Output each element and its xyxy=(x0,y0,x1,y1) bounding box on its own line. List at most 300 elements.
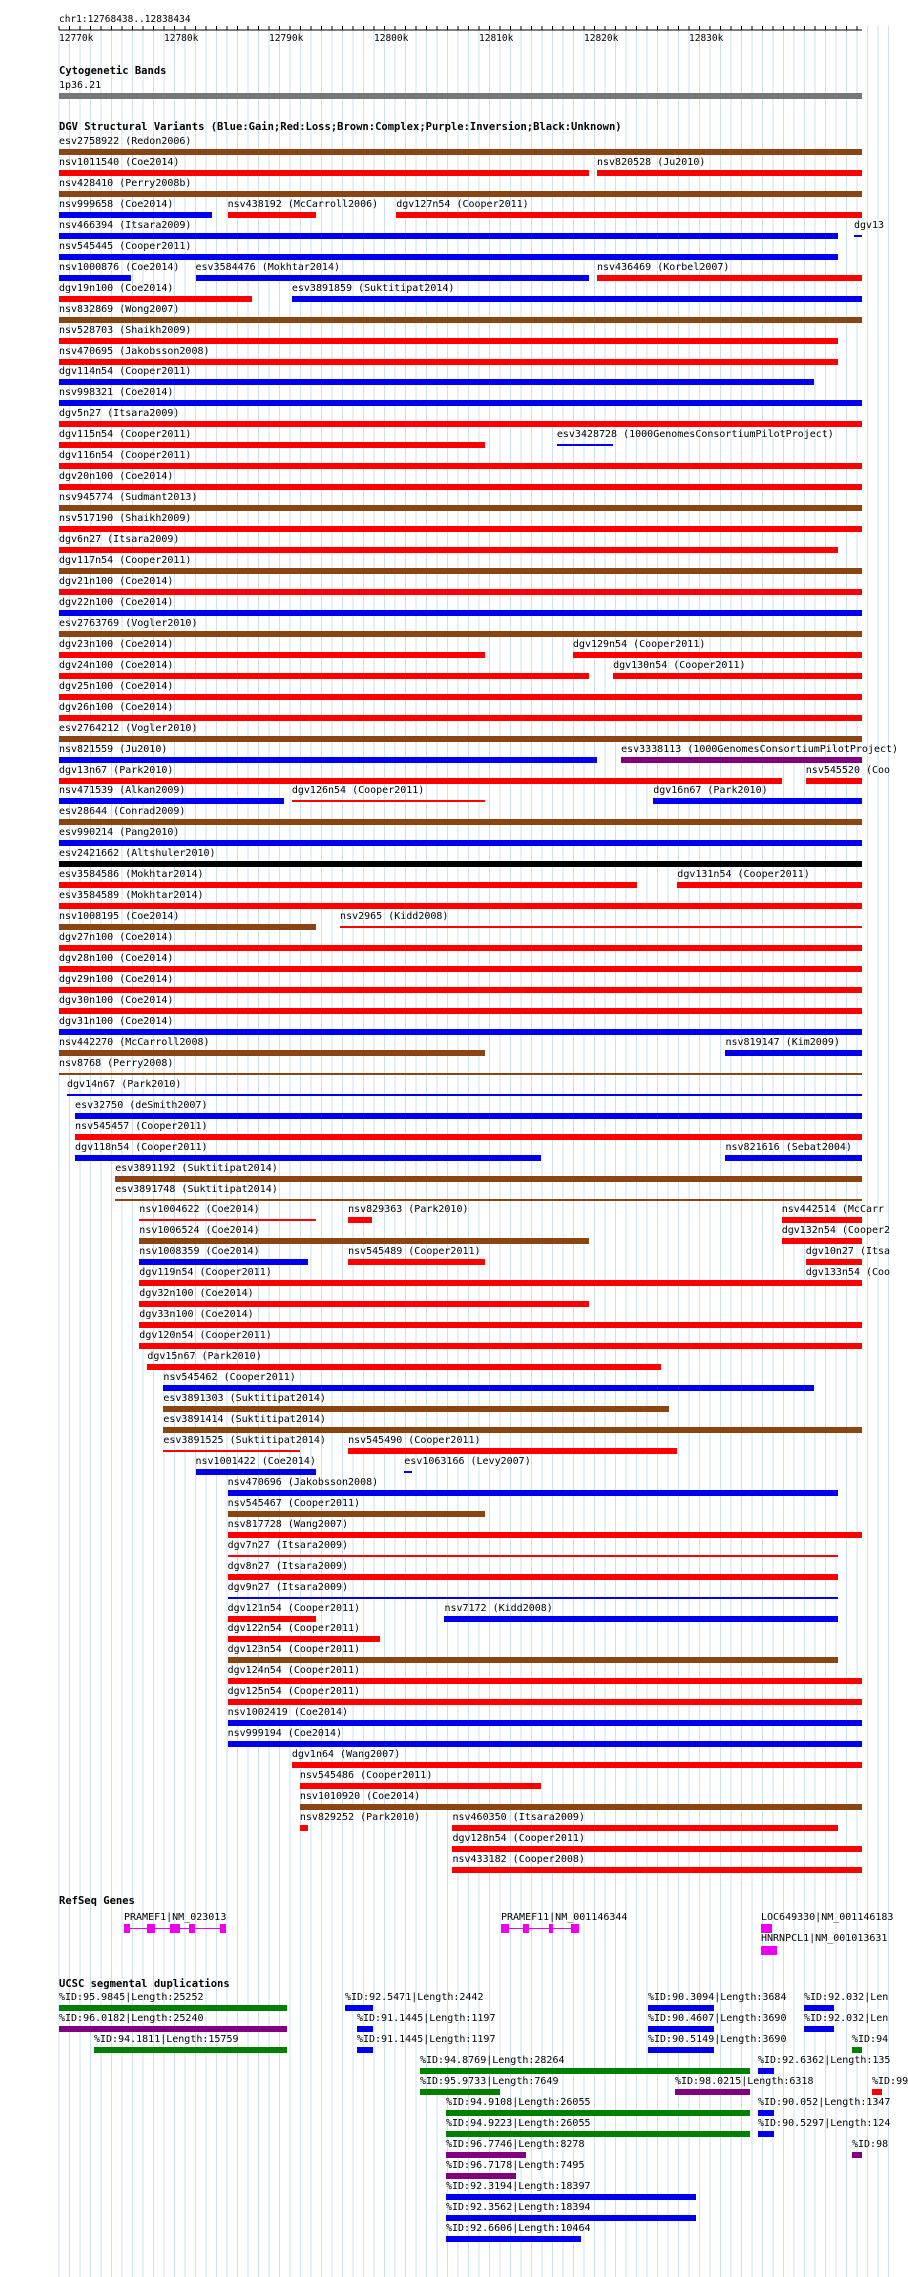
segdup-bar[interactable] xyxy=(758,2110,774,2116)
sv-bar[interactable] xyxy=(59,882,637,888)
sv-bar[interactable] xyxy=(452,1846,862,1852)
sv-label: nsv1006524 (Coe2014) xyxy=(139,1225,260,1237)
sv-label: nsv819147 (Kim2009) xyxy=(725,1036,840,1048)
sv-bar[interactable] xyxy=(139,1259,308,1265)
segdup-bar[interactable] xyxy=(872,2089,882,2095)
sv-label: esv3891192 (Suktitipat2014) xyxy=(115,1162,278,1174)
sv-label: dgv129n54 (Cooper2011) xyxy=(572,638,706,650)
gene-exon[interactable] xyxy=(761,1924,772,1933)
sv-bar[interactable] xyxy=(59,945,862,951)
sv-label: nsv1000876 (Coe2014) xyxy=(59,261,180,273)
sv-label: dgv32n100 (Coe2014) xyxy=(139,1288,254,1300)
sv-bar[interactable] xyxy=(228,1511,485,1517)
sv-bar[interactable] xyxy=(725,1050,862,1056)
sv-label: dgv121n54 (Cooper2011) xyxy=(227,1602,361,1614)
sv-label: dgv131n54 (Cooper2011) xyxy=(677,869,810,881)
sv-bar[interactable] xyxy=(59,233,838,239)
sv-label: dgv20n100 (Coe2014) xyxy=(59,471,174,483)
segdup-bar[interactable] xyxy=(446,2152,526,2158)
segdup-label: %ID:91.1445|Length:1197 xyxy=(357,2013,496,2024)
sv-label: dgv123n54 (Cooper2011) xyxy=(227,1644,361,1656)
gene-exon[interactable] xyxy=(147,1924,155,1933)
sv-bar[interactable] xyxy=(228,1720,862,1726)
sv-label: dgv133n54 (Coo xyxy=(805,1267,891,1279)
sv-label: nsv442270 (McCarroll2008) xyxy=(59,1036,210,1048)
sv-label: dgv5n27 (Itsara2009) xyxy=(59,408,180,420)
gene-exon[interactable] xyxy=(124,1924,130,1933)
sv-bar[interactable] xyxy=(59,400,862,406)
sv-bar[interactable] xyxy=(59,1008,862,1014)
sv-label: dgv127n54 (Cooper2011) xyxy=(396,198,529,210)
sv-bar[interactable] xyxy=(59,547,838,553)
sv-label: nsv466394 (Itsara2009) xyxy=(59,219,192,231)
gene-exon[interactable] xyxy=(189,1924,195,1933)
sv-label: nsv7172 (Kidd2008) xyxy=(444,1602,553,1614)
sv-bar[interactable] xyxy=(300,1825,308,1831)
sv-bar[interactable] xyxy=(75,1113,862,1119)
sv-bar[interactable] xyxy=(67,1094,862,1096)
sv-bar[interactable] xyxy=(228,1699,862,1705)
sv-bar[interactable] xyxy=(348,1217,372,1223)
sv-label: dgv15n67 (Park2010) xyxy=(147,1351,262,1363)
sv-bar[interactable] xyxy=(59,694,862,700)
sv-label: esv3584476 (Mokhtar2014) xyxy=(195,261,340,273)
sv-bar[interactable] xyxy=(292,800,485,802)
sv-label: nsv470695 (Jakobsson2008) xyxy=(59,345,210,357)
sv-bar[interactable] xyxy=(228,1636,381,1642)
segdup-bar[interactable] xyxy=(675,2089,750,2095)
sv-bar[interactable] xyxy=(59,170,589,176)
sv-bar[interactable] xyxy=(196,275,589,281)
sv-bar[interactable] xyxy=(452,1825,837,1831)
sv-bar[interactable] xyxy=(147,1364,661,1370)
sv-bar[interactable] xyxy=(573,652,862,658)
sv-bar[interactable] xyxy=(806,778,862,784)
segdup-bar[interactable] xyxy=(357,2026,373,2032)
sv-bar[interactable] xyxy=(806,1259,862,1265)
sv-bar[interactable] xyxy=(557,444,613,446)
sv-label: nsv545486 (Cooper2011) xyxy=(299,1770,433,1782)
ruler-tick-label: 12800k xyxy=(374,33,409,44)
sv-label: dgv117n54 (Cooper2011) xyxy=(59,555,192,566)
sv-bar[interactable] xyxy=(59,924,316,930)
segdup-bar[interactable] xyxy=(446,2215,696,2221)
sv-label: esv3584589 (Mokhtar2014) xyxy=(59,890,204,902)
sv-bar[interactable] xyxy=(59,568,862,574)
segdup-bar[interactable] xyxy=(446,2110,750,2116)
sv-bar[interactable] xyxy=(163,1385,813,1391)
segdup-bar[interactable] xyxy=(357,2047,373,2053)
segdup-bar[interactable] xyxy=(648,2005,714,2011)
sv-label: dgv23n100 (Coe2014) xyxy=(59,638,174,650)
segdup-label: %ID:96.7178|Length:7495 xyxy=(446,2160,585,2171)
gene-exon[interactable] xyxy=(549,1924,553,1933)
sv-label: nsv545457 (Cooper2011) xyxy=(75,1120,208,1132)
sv-label: dgv118n54 (Cooper2011) xyxy=(75,1141,208,1153)
sv-bar[interactable] xyxy=(59,819,862,825)
sv-label: esv3891414 (Suktitipat2014) xyxy=(163,1413,326,1425)
sv-bar[interactable] xyxy=(59,296,252,302)
gene-label: LOC649330|NM_001146183 xyxy=(761,1912,894,1923)
segdup-label: %ID:94.8769|Length:28264 xyxy=(420,2055,565,2066)
sv-bar[interactable] xyxy=(228,1490,838,1496)
segdup-bar[interactable] xyxy=(59,2005,287,2011)
sv-bar[interactable] xyxy=(404,1471,412,1473)
sv-label: esv3338113 (1000GenomesConsortiumPilotProject) xyxy=(621,743,899,755)
sv-label: esv1063166 (Levy2007) xyxy=(404,1455,531,1467)
sv-label: esv28644 (Conrad2009) xyxy=(59,806,186,818)
sv-bar[interactable] xyxy=(59,631,862,637)
sv-bar[interactable] xyxy=(59,673,589,679)
sv-label: dgv25n100 (Coe2014) xyxy=(59,680,174,692)
sv-bar[interactable] xyxy=(163,1450,300,1452)
segdup-label: %ID:94 xyxy=(852,2034,889,2045)
gene-label: PRAMEF11|NM_001146344 xyxy=(501,1912,628,1923)
sv-bar[interactable] xyxy=(59,840,862,846)
sv-label: nsv2965 (Kidd2008) xyxy=(340,911,449,923)
segdup-bar[interactable] xyxy=(648,2047,714,2053)
sv-label: nsv470696 (Jakobsson2008) xyxy=(227,1476,379,1488)
sv-bar[interactable] xyxy=(59,505,862,511)
sv-label: esv3891748 (Suktitipat2014) xyxy=(115,1183,278,1195)
ruler-tick-label: 12770k xyxy=(59,33,94,44)
sv-bar[interactable] xyxy=(59,1029,862,1035)
cytobands-title: Cytogenetic Bands xyxy=(59,65,167,77)
sv-label: dgv124n54 (Cooper2011) xyxy=(227,1665,361,1677)
sv-bar[interactable] xyxy=(139,1280,862,1286)
segdup-label: %ID:98 xyxy=(852,2139,889,2150)
sv-bar[interactable] xyxy=(348,1259,485,1265)
sv-bar[interactable] xyxy=(228,1597,838,1599)
gene-exon[interactable] xyxy=(523,1924,529,1933)
sv-label: nsv545489 (Cooper2011) xyxy=(348,1246,481,1258)
sv-label: esv2763769 (Vogler2010) xyxy=(59,617,198,629)
sv-label: nsv528703 (Shaikh2009) xyxy=(59,324,192,336)
sv-label: nsv1011540 (Coe2014) xyxy=(59,156,180,168)
sv-label: nsv1004622 (Coe2014) xyxy=(139,1204,260,1216)
sv-label: dgv9n27 (Itsara2009) xyxy=(227,1581,349,1593)
sv-label: nsv829363 (Park2010) xyxy=(348,1204,469,1216)
sv-label: nsv545445 (Cooper2011) xyxy=(59,240,192,252)
segdup-label: %ID:92.6606|Length:10464 xyxy=(446,2223,591,2234)
sv-label: dgv122n54 (Cooper2011) xyxy=(227,1623,361,1635)
sv-label: dgv10n27 (Itsa xyxy=(805,1246,891,1258)
sv-bar[interactable] xyxy=(59,903,862,909)
sv-bar[interactable] xyxy=(228,1616,316,1622)
gene-exon[interactable] xyxy=(170,1924,180,1933)
sv-bar[interactable] xyxy=(228,1532,862,1538)
ruler-tick-label: 12820k xyxy=(584,33,619,44)
segdup-label: %ID:90.3094|Length:3684 xyxy=(648,1992,787,2003)
sv-label: nsv821616 (Sebat2004) xyxy=(725,1141,852,1153)
sv-bar[interactable] xyxy=(653,798,862,804)
sv-label: dgv28n100 (Coe2014) xyxy=(59,953,174,965)
sv-bar[interactable] xyxy=(59,987,862,993)
refseq-title: RefSeq Genes xyxy=(59,1895,135,1907)
sv-bar[interactable] xyxy=(59,359,838,365)
segdup-bar[interactable] xyxy=(852,2152,862,2158)
segdup-label: %ID:92.032|Len xyxy=(804,1992,889,2003)
sv-bar[interactable] xyxy=(228,1741,862,1747)
sv-label: esv3584586 (Mokhtar2014) xyxy=(59,869,204,881)
sv-bar[interactable] xyxy=(292,296,862,302)
segdup-bar[interactable] xyxy=(852,2047,862,2053)
sv-bar[interactable] xyxy=(854,235,862,237)
sv-label: nsv438192 (McCarroll2006) xyxy=(227,198,379,210)
sv-label: dgv22n100 (Coe2014) xyxy=(59,596,174,608)
sv-bar[interactable] xyxy=(348,1448,677,1454)
sv-label: esv3891303 (Suktitipat2014) xyxy=(163,1393,326,1404)
sv-bar[interactable] xyxy=(782,1217,862,1223)
sv-bar[interactable] xyxy=(115,1176,862,1182)
gene-exon[interactable] xyxy=(220,1924,226,1933)
sv-label: dgv26n100 (Coe2014) xyxy=(59,701,174,713)
sv-label: dgv7n27 (Itsara2009) xyxy=(227,1539,349,1551)
ruler-tick-label: 12830k xyxy=(689,33,724,44)
sv-label: nsv817728 (Wang2007) xyxy=(227,1518,349,1530)
segdup-bar[interactable] xyxy=(758,2131,774,2137)
sv-label: nsv821559 (Ju2010) xyxy=(59,743,168,755)
segdup-label: %ID:94.9223|Length:26055 xyxy=(446,2118,591,2129)
sv-label: dgv13 xyxy=(853,219,885,231)
segdup-label: %ID:90.5149|Length:3690 xyxy=(648,2034,787,2045)
sv-bar[interactable] xyxy=(806,1282,862,1284)
sv-label: esv2421662 (Altshuler2010) xyxy=(59,848,216,860)
ruler-tick-label: 12810k xyxy=(479,33,514,44)
sv-label: dgv116n54 (Cooper2011) xyxy=(59,450,192,462)
sv-label: dgv31n100 (Coe2014) xyxy=(59,1015,174,1027)
gene-exon[interactable] xyxy=(571,1924,579,1933)
sv-bar[interactable] xyxy=(59,149,862,155)
sv-label: nsv436469 (Korbel2007) xyxy=(597,261,730,273)
segdup-label: %ID:94.1811|Length:15759 xyxy=(94,2034,239,2045)
gene-exon[interactable] xyxy=(761,1946,777,1955)
sv-bar[interactable] xyxy=(75,1134,862,1140)
sv-bar[interactable] xyxy=(613,673,862,679)
sv-label: esv3891859 (Suktitipat2014) xyxy=(291,282,455,294)
ruler-tick-label: 12790k xyxy=(269,33,304,44)
sv-bar[interactable] xyxy=(139,1343,862,1349)
sv-bar[interactable] xyxy=(163,1406,669,1412)
sv-bar[interactable] xyxy=(621,757,862,763)
gene-exon[interactable] xyxy=(501,1924,509,1933)
sv-label: esv2764212 (Vogler2010) xyxy=(59,722,198,734)
sv-bar[interactable] xyxy=(139,1238,589,1244)
segdup-bar[interactable] xyxy=(758,2068,774,2074)
sv-bar[interactable] xyxy=(59,861,862,867)
segdup-label: %ID:96.7746|Length:8278 xyxy=(446,2139,585,2150)
segdup-bar[interactable] xyxy=(420,2089,500,2095)
segdup-title: UCSC segmental duplications xyxy=(59,1978,230,1990)
sv-label: dgv13n67 (Park2010) xyxy=(59,764,174,776)
sv-label: esv3891525 (Suktitipat2014) xyxy=(163,1434,326,1446)
gene-intron xyxy=(501,1928,579,1929)
sv-label: dgv29n100 (Coe2014) xyxy=(59,974,174,985)
sv-label: dgv119n54 (Cooper2011) xyxy=(139,1267,272,1279)
sv-label: nsv545462 (Cooper2011) xyxy=(163,1372,296,1384)
segdup-label: %ID:92.3562|Length:18394 xyxy=(446,2202,591,2213)
sv-label: dgv27n100 (Coe2014) xyxy=(59,932,174,944)
sv-bar[interactable] xyxy=(59,379,814,385)
sv-bar[interactable] xyxy=(163,1427,862,1433)
segdup-bar[interactable] xyxy=(94,2047,287,2053)
sv-label: nsv8768 (Perry2008) xyxy=(59,1057,174,1069)
sv-bar[interactable] xyxy=(59,1073,862,1075)
segdup-label: %ID:94.9108|Length:26055 xyxy=(446,2097,591,2108)
sv-label: nsv829252 (Park2010) xyxy=(299,1812,421,1823)
sv-bar[interactable] xyxy=(59,463,862,469)
sv-bar[interactable] xyxy=(597,170,862,176)
sv-label: nsv471539 (Alkan2009) xyxy=(59,785,186,797)
segdup-label: %ID:92.032|Len xyxy=(804,2013,889,2024)
segdup-bar[interactable] xyxy=(804,2026,834,2032)
sv-bar[interactable] xyxy=(340,926,862,928)
sv-label: nsv832869 (Wong2007) xyxy=(59,303,180,315)
sv-bar[interactable] xyxy=(59,798,284,804)
segdup-bar[interactable] xyxy=(804,2005,834,2011)
segdup-bar[interactable] xyxy=(446,2236,581,2242)
sv-label: dgv114n54 (Cooper2011) xyxy=(59,366,192,378)
sv-label: nsv1010920 (Coe2014) xyxy=(299,1791,421,1803)
segdup-label: %ID:95.9733|Length:7649 xyxy=(420,2076,559,2087)
segdup-bar[interactable] xyxy=(59,2026,287,2032)
sv-label: nsv545467 (Cooper2011) xyxy=(227,1497,361,1509)
sv-bar[interactable] xyxy=(59,778,782,784)
gene-label: PRAMEF1|NM_023013 xyxy=(124,1912,227,1923)
sv-bar[interactable] xyxy=(396,212,862,218)
sv-bar[interactable] xyxy=(139,1301,589,1307)
sv-bar[interactable] xyxy=(59,736,862,742)
sv-bar[interactable] xyxy=(59,757,597,763)
sv-bar[interactable] xyxy=(228,1657,838,1663)
segdup-label: %ID:95.9845|Length:25252 xyxy=(59,1992,204,2003)
sv-bar[interactable] xyxy=(59,1050,485,1056)
sv-bar[interactable] xyxy=(228,212,316,218)
sv-bar[interactable] xyxy=(59,966,862,972)
sv-label: nsv820528 (Ju2010) xyxy=(597,156,706,168)
cytoband-label: 1p36.21 xyxy=(59,80,102,91)
sv-bar[interactable] xyxy=(300,1783,541,1789)
sv-bar[interactable] xyxy=(59,715,862,721)
sv-label: dgv1n64 (Wang2007) xyxy=(291,1749,401,1761)
sv-label: nsv945774 (Sudmant2013) xyxy=(59,492,198,504)
sv-label: dgv14n67 (Park2010) xyxy=(67,1078,182,1090)
segdup-bar[interactable] xyxy=(446,2173,516,2179)
sv-label: dgv21n100 (Coe2014) xyxy=(59,575,174,587)
sv-label: nsv545520 (Coo xyxy=(805,764,891,776)
sv-label: esv990214 (Pang2010) xyxy=(59,827,180,839)
sv-label: dgv130n54 (Cooper2011) xyxy=(613,659,746,671)
sv-label: nsv1001422 (Coe2014) xyxy=(195,1455,316,1467)
sv-bar[interactable] xyxy=(59,421,862,427)
sv-bar[interactable] xyxy=(444,1616,837,1622)
sv-label: dgv126n54 (Cooper2011) xyxy=(291,785,425,797)
segdup-bar[interactable] xyxy=(446,2194,696,2200)
segdup-label: %ID:92.3194|Length:18397 xyxy=(446,2181,591,2192)
sv-label: esv32750 (deSmith2007) xyxy=(75,1099,208,1111)
sv-label: nsv999658 (Coe2014) xyxy=(59,198,174,210)
segdup-label: %ID:96.0182|Length:25240 xyxy=(59,2013,204,2024)
sv-bar[interactable] xyxy=(196,1469,316,1475)
sv-bar[interactable] xyxy=(782,1238,862,1244)
sv-bar[interactable] xyxy=(59,338,838,344)
sv-bar[interactable] xyxy=(59,212,212,218)
segdup-label: %ID:91.1445|Length:1197 xyxy=(357,2034,496,2045)
sv-bar[interactable] xyxy=(59,191,862,197)
segdup-bar[interactable] xyxy=(345,2005,373,2011)
dgv-title: DGV Structural Variants (Blue:Gain;Red:Loss;Brown:Complex;Purple:Inversion;Black:Unknown) xyxy=(59,121,622,133)
segdup-label: %ID:98.0215|Length:6318 xyxy=(675,2076,814,2087)
sv-bar[interactable] xyxy=(139,1219,316,1221)
sv-label: dgv30n100 (Coe2014) xyxy=(59,994,174,1006)
sv-label: dgv115n54 (Cooper2011) xyxy=(59,429,192,441)
sv-label: nsv428410 (Perry2008b) xyxy=(59,177,192,189)
sv-label: nsv1002419 (Coe2014) xyxy=(227,1707,349,1719)
sv-label: dgv6n27 (Itsara2009) xyxy=(59,534,180,546)
segdup-bar[interactable] xyxy=(648,2026,714,2032)
gene-label: HNRNPCL1|NM_001013631 xyxy=(761,1933,888,1944)
sv-bar[interactable] xyxy=(75,1155,541,1161)
sv-bar[interactable] xyxy=(59,442,485,448)
segdup-label: %ID:99 xyxy=(872,2076,908,2087)
cytoband-bar[interactable] xyxy=(59,93,862,99)
sv-label: dgv128n54 (Cooper2011) xyxy=(452,1832,585,1844)
segdup-label: %ID:92.6362|Length:135 xyxy=(758,2055,891,2066)
ruler-tick-label: 12780k xyxy=(164,33,199,44)
sv-label: esv3428728 (1000GenomesConsortiumPilotProject) xyxy=(556,429,834,441)
sv-bar[interactable] xyxy=(597,275,862,281)
sv-label: dgv33n100 (Coe2014) xyxy=(139,1309,254,1321)
sv-bar[interactable] xyxy=(59,254,838,260)
segdup-bar[interactable] xyxy=(446,2131,750,2137)
sv-label: dgv125n54 (Cooper2011) xyxy=(227,1686,361,1698)
sv-label: nsv1008359 (Coe2014) xyxy=(139,1246,260,1258)
sv-bar[interactable] xyxy=(139,1322,862,1328)
sv-label: dgv8n27 (Itsara2009) xyxy=(227,1560,349,1572)
sv-bar[interactable] xyxy=(59,610,862,616)
sv-bar[interactable] xyxy=(59,589,862,595)
sv-bar[interactable] xyxy=(59,526,862,532)
sv-label: dgv120n54 (Cooper2011) xyxy=(139,1330,272,1342)
sv-label: dgv132n54 (Cooper2 xyxy=(781,1225,891,1237)
sv-label: nsv545490 (Cooper2011) xyxy=(348,1434,481,1446)
sv-bar[interactable] xyxy=(300,1804,862,1810)
sv-bar[interactable] xyxy=(292,1762,862,1768)
sv-label: dgv24n100 (Coe2014) xyxy=(59,659,174,671)
sv-label: nsv999194 (Coe2014) xyxy=(227,1728,343,1740)
sv-bar[interactable] xyxy=(452,1867,862,1873)
sv-label: dgv16n67 (Park2010) xyxy=(653,785,768,797)
sv-bar[interactable] xyxy=(677,882,862,888)
sv-bar[interactable] xyxy=(725,1155,862,1161)
sv-bar[interactable] xyxy=(228,1574,838,1580)
sv-bar[interactable] xyxy=(59,317,862,323)
sv-label: nsv1008195 (Coe2014) xyxy=(59,911,180,923)
sv-bar[interactable] xyxy=(59,275,131,281)
sv-bar[interactable] xyxy=(228,1678,862,1684)
segdup-label: %ID:90.5297|Length:124 xyxy=(758,2118,891,2129)
sv-label: esv2758922 (Redon2006) xyxy=(59,136,192,147)
segdup-label: %ID:90.4607|Length:3690 xyxy=(648,2013,787,2024)
sv-bar[interactable] xyxy=(59,484,862,490)
segdup-bar[interactable] xyxy=(420,2068,750,2074)
sv-label: nsv517190 (Shaikh2009) xyxy=(59,513,192,525)
sv-label: dgv19n100 (Coe2014) xyxy=(59,282,174,294)
sv-bar[interactable] xyxy=(228,1555,838,1557)
sv-bar[interactable] xyxy=(115,1199,862,1201)
ruler-location: chr1:12768438..12838434 xyxy=(59,14,191,25)
sv-bar[interactable] xyxy=(59,652,485,658)
